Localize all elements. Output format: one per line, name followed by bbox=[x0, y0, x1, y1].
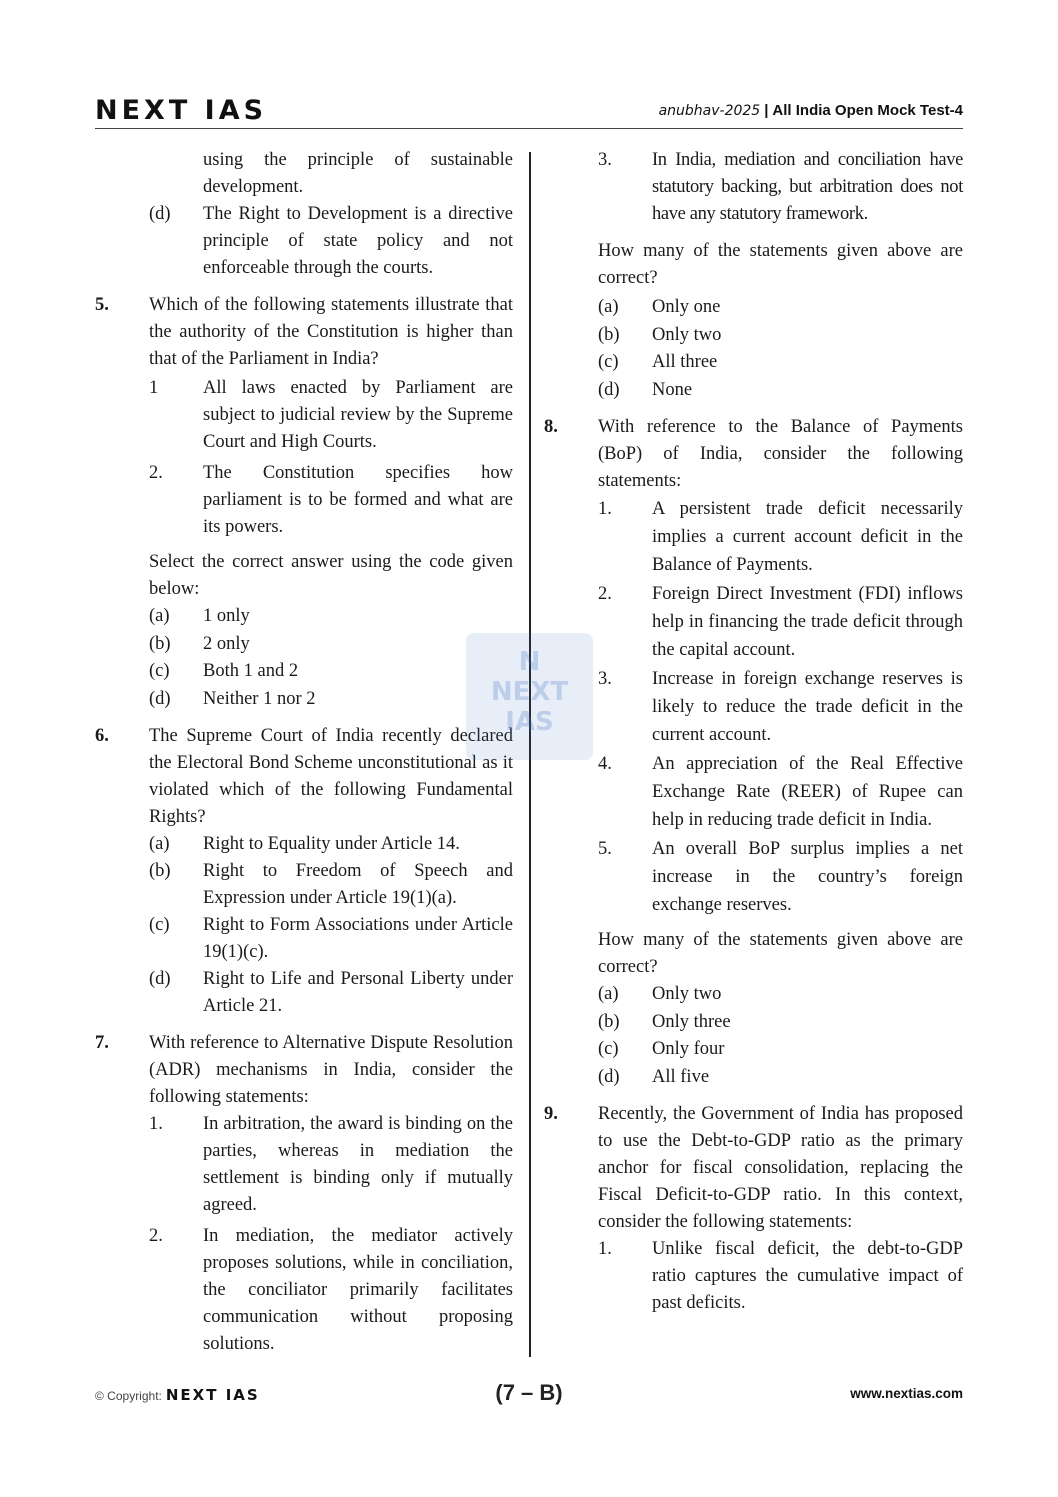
question-stem: Which of the following statements illustrate that the authority of the Constitution is higher than that of the Parliament in India? bbox=[149, 295, 513, 369]
question-7 bbox=[95, 1030, 513, 1358]
statement-item bbox=[598, 665, 963, 749]
watermark-line: NEXT bbox=[490, 677, 569, 707]
statement-mark: 1 bbox=[149, 378, 159, 398]
question-6 bbox=[95, 723, 513, 1020]
statement-mark: 2. bbox=[598, 584, 612, 604]
statement-item bbox=[149, 460, 513, 541]
answer-option bbox=[598, 981, 963, 1009]
option-text: All five bbox=[652, 1066, 710, 1087]
question-stem: With reference to Alternative Dispute Resolution (ADR) mechanisms in India, consider the following statements: bbox=[149, 1033, 513, 1107]
statement-mark: 1. bbox=[149, 1114, 163, 1134]
option-text: All three bbox=[652, 352, 718, 372]
question-8 bbox=[544, 414, 963, 1091]
statement-text: In arbitration, the award is binding on the parties, whereas in mediation the settlement is binding only if mutually agreed. bbox=[203, 1114, 513, 1215]
statement-mark: 2. bbox=[149, 1226, 163, 1246]
question-number: 6. bbox=[95, 726, 109, 746]
option-text: The Right to Development is a directive principle of state policy and not enforceable through the courts. bbox=[203, 204, 513, 278]
option-mark: (d) bbox=[149, 204, 171, 224]
answer-option bbox=[149, 686, 513, 714]
answer-option bbox=[149, 912, 513, 966]
option-mark: (c) bbox=[149, 661, 170, 681]
option-mark: (d) bbox=[598, 379, 620, 400]
option-text: Only two bbox=[652, 984, 722, 1004]
question-stem: With reference to the Balance of Payments (BoP) of India, consider the following statements: bbox=[598, 417, 963, 491]
option-mark: (a) bbox=[149, 834, 170, 854]
statement-item bbox=[598, 147, 963, 228]
option-text: Only two bbox=[652, 324, 722, 345]
question-stem: The Supreme Court of India recently declared the Electoral Bond Scheme unconstitutional as it violated which of the following Fundamental Rights? bbox=[149, 726, 513, 827]
question-number: 9. bbox=[544, 1104, 558, 1124]
copyright-label: © Copyright: bbox=[95, 1389, 162, 1403]
option-mark: (b) bbox=[598, 1011, 620, 1032]
page-footer bbox=[95, 1380, 963, 1410]
statement-item bbox=[598, 580, 963, 664]
option-text: Right to Form Associations under Article 19(1)(c). bbox=[203, 915, 513, 962]
option-mark: (d) bbox=[149, 688, 171, 709]
statement-item bbox=[598, 495, 963, 579]
option-text: Right to Freedom of Speech and Expression under Article 19(1)(a). bbox=[203, 861, 513, 908]
option-text: Right to Equality under Article 14. bbox=[203, 834, 460, 854]
answer-option bbox=[149, 858, 513, 912]
statement-mark: 5. bbox=[598, 839, 612, 859]
answer-option bbox=[598, 349, 963, 377]
test-title bbox=[659, 100, 963, 122]
statement-text: In India, mediation and conciliation have statutory backing, but arbitration does not have any statutory framework. bbox=[652, 150, 963, 224]
answer-option bbox=[598, 377, 963, 405]
answer-option bbox=[149, 658, 513, 686]
option-mark: (d) bbox=[149, 969, 171, 989]
option-text: Only four bbox=[652, 1039, 725, 1059]
footer-brand-logo: NEXT IAS bbox=[165, 1386, 260, 1404]
statement-mark: 2. bbox=[149, 463, 163, 483]
question-7-continued bbox=[544, 147, 963, 404]
option-mark: (c) bbox=[149, 915, 170, 935]
answer-option bbox=[598, 294, 963, 322]
option-text: 1 only bbox=[203, 606, 250, 626]
statement-text: Foreign Direct Investment (FDI) inflows help in financing the trade deficit through the capital account. bbox=[652, 584, 963, 660]
test-name: All India Open Mock Test-4 bbox=[772, 102, 963, 119]
option-mark: (b) bbox=[598, 324, 620, 345]
page-header bbox=[95, 96, 963, 126]
series-name: anubhav-2025 bbox=[658, 103, 761, 119]
statement-mark: 3. bbox=[598, 669, 612, 689]
option-mark: (b) bbox=[149, 861, 171, 881]
statement-text: An overall BoP surplus implies a net increase in the country’s foreign exchange reserves. bbox=[652, 839, 963, 915]
watermark-line: N bbox=[518, 647, 541, 677]
question-4-continued bbox=[95, 147, 513, 282]
statement-text: Increase in foreign exchange reserves is likely to reduce the trade deficit in the current account. bbox=[652, 669, 963, 745]
left-column bbox=[95, 147, 513, 1368]
right-column bbox=[544, 147, 963, 1327]
statement-item bbox=[598, 835, 963, 919]
option-text: Right to Life and Personal Liberty under Article 21. bbox=[203, 969, 513, 1016]
title-separator: | bbox=[764, 102, 769, 119]
statement-item bbox=[598, 750, 963, 834]
option-text: Neither 1 nor 2 bbox=[203, 688, 316, 709]
option-d bbox=[149, 201, 513, 282]
statement-item bbox=[149, 1223, 513, 1358]
statement-mark: 1. bbox=[598, 1239, 612, 1259]
option-text: None bbox=[652, 379, 693, 400]
count-question: How many of the statements given above are correct? bbox=[598, 930, 963, 977]
question-5 bbox=[95, 292, 513, 713]
option-text: 2 only bbox=[203, 633, 250, 654]
statement-mark: 1. bbox=[598, 499, 612, 519]
statement-text: An appreciation of the Real Effective Exchange Rate (REER) of Rupee can help in reducing trade deficit in India. bbox=[652, 754, 963, 830]
answer-instruction: Select the correct answer using the code given below: bbox=[149, 552, 513, 599]
question-number: 7. bbox=[95, 1033, 109, 1053]
answer-option bbox=[149, 631, 513, 659]
page-number: (7 – B) bbox=[495, 1380, 563, 1405]
statement-text: All laws enacted by Parliament are subject to judicial review by the Supreme Court and High Courts. bbox=[203, 378, 513, 452]
option-text: Only three bbox=[652, 1011, 731, 1032]
statement-item bbox=[149, 1111, 513, 1219]
option-mark: (a) bbox=[598, 984, 619, 1004]
statement-text: Unlike fiscal deficit, the debt-to-GDP ratio captures the cumulative impact of past deficits. bbox=[652, 1239, 963, 1313]
option-mark: (a) bbox=[598, 297, 619, 317]
answer-option bbox=[598, 322, 963, 350]
answer-option bbox=[598, 1009, 963, 1037]
next-ias-watermark bbox=[466, 633, 593, 760]
question-stem: Recently, the Government of India has proposed to use the Debt-to-GDP ratio as the primary anchor for fiscal consolidation, replacing the Fiscal Deficit-to-GDP ratio. In this context, consider the following statements: bbox=[598, 1104, 963, 1232]
question-9 bbox=[544, 1101, 963, 1317]
statement-text: A persistent trade deficit necessarily implies a current account deficit in the Balance of Payments. bbox=[652, 499, 963, 575]
answer-option bbox=[149, 831, 513, 858]
option-text: Both 1 and 2 bbox=[203, 661, 299, 681]
statement-mark: 3. bbox=[598, 150, 612, 170]
option-mark: (b) bbox=[149, 633, 171, 654]
answer-option bbox=[598, 1064, 963, 1092]
website-link[interactable]: www.nextias.com bbox=[850, 1386, 963, 1401]
option-mark: (d) bbox=[598, 1066, 620, 1087]
watermark-line: IAS bbox=[505, 707, 554, 737]
count-question: How many of the statements given above are correct? bbox=[598, 241, 963, 288]
statement-text: In mediation, the mediator actively proposes solutions, while in conciliation, the conciliator primarily facilitates communication without proposing solutions. bbox=[203, 1226, 513, 1354]
option-c-continued: using the principle of sustainable development. bbox=[203, 150, 513, 197]
answer-option bbox=[149, 603, 513, 631]
question-number: 8. bbox=[544, 417, 558, 437]
option-mark: (c) bbox=[598, 352, 619, 372]
answer-option bbox=[598, 1036, 963, 1064]
statement-mark: 4. bbox=[598, 754, 612, 774]
answer-option bbox=[149, 966, 513, 1020]
option-text: Only one bbox=[652, 297, 721, 317]
statement-item bbox=[149, 375, 513, 456]
header-rule bbox=[95, 128, 963, 129]
next-ias-logo: NEXT IAS bbox=[95, 95, 268, 126]
statement-item bbox=[598, 1236, 963, 1317]
statement-text: The Constitution specifies how parliament is to be formed and what are its powers. bbox=[203, 463, 513, 537]
question-number: 5. bbox=[95, 295, 109, 315]
option-mark: (a) bbox=[149, 606, 170, 626]
option-mark: (c) bbox=[598, 1039, 619, 1059]
